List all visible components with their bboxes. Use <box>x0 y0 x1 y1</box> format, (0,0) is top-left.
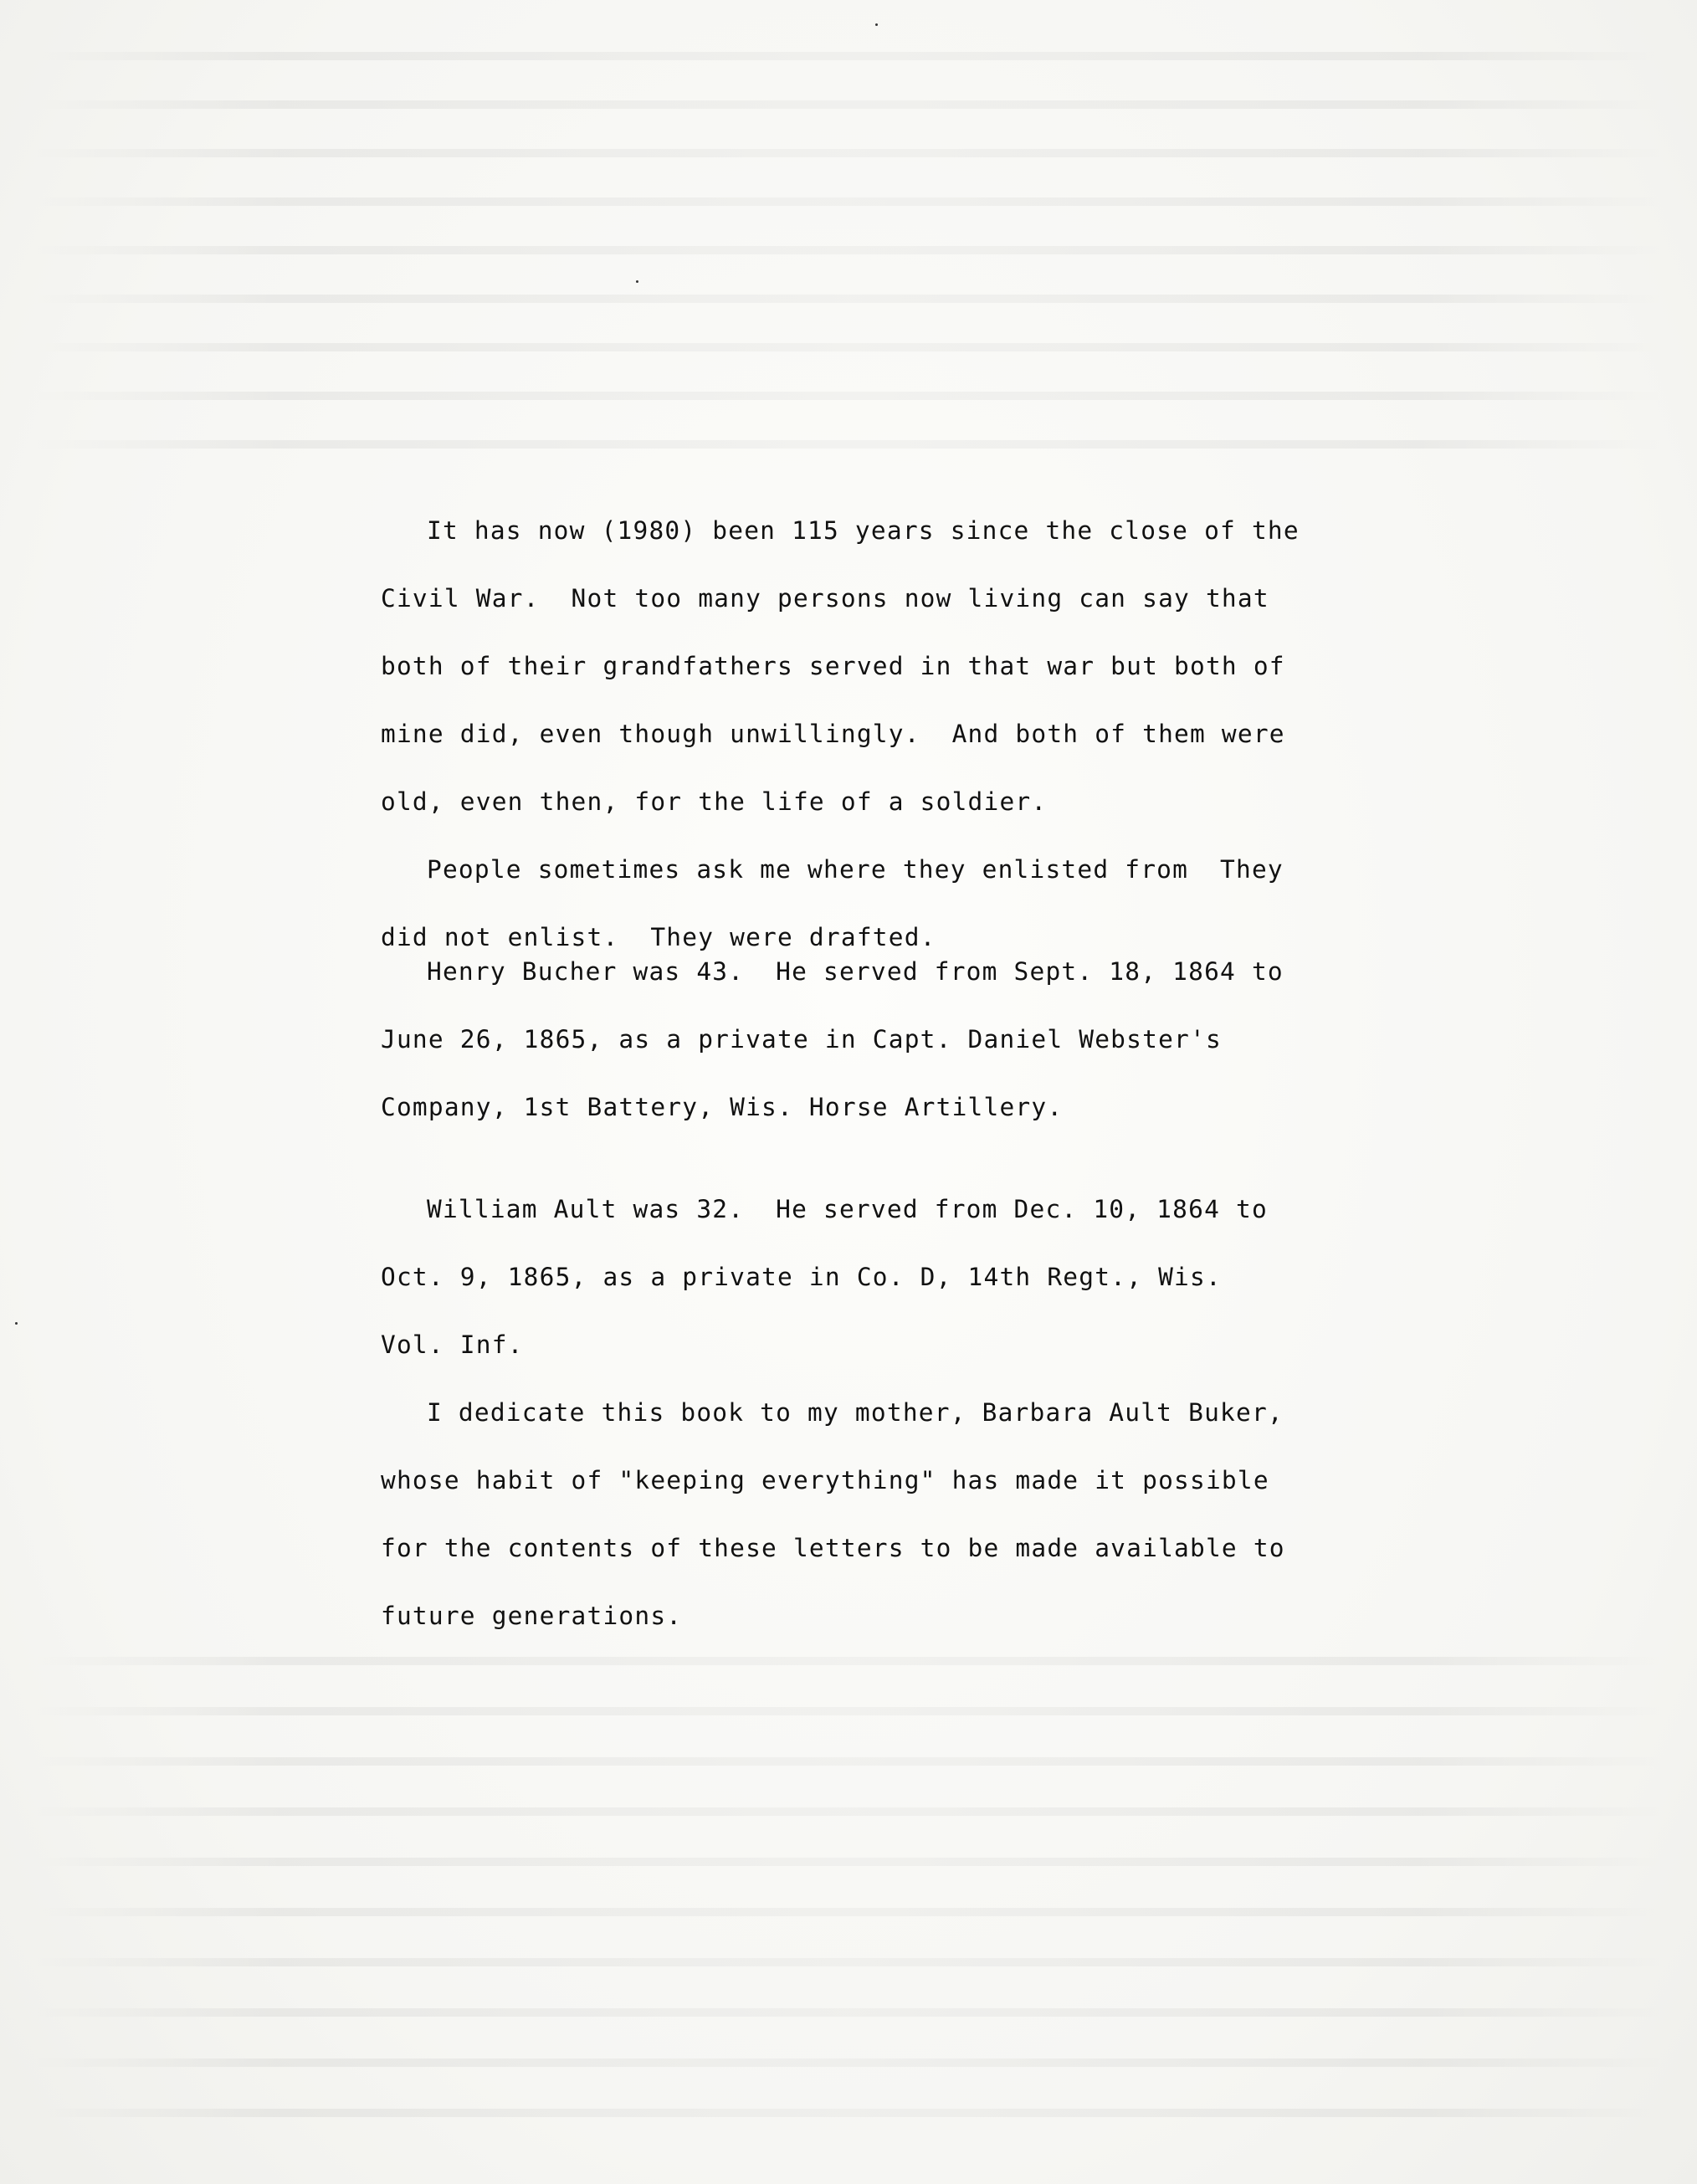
bleed-through-texture <box>33 295 1664 303</box>
text-line: Vol. Inf. <box>381 1330 524 1359</box>
text-line: did not enlist. They were drafted. <box>381 923 936 951</box>
dedication-paragraph <box>381 1379 1594 1650</box>
paper-speck <box>15 1322 18 1325</box>
text-line: Henry Bucher was 43. He served from Sept. 18, 1864 to <box>427 957 1284 986</box>
text-line: Oct. 9, 1865, as a private in Co. D, 14th Regt., Wis. <box>381 1263 1222 1291</box>
bleed-through-texture <box>33 52 1664 60</box>
bleed-through-texture <box>33 197 1664 206</box>
text-line: old, even then, for the life of a soldier. <box>381 787 1048 816</box>
paper-speck <box>636 280 638 283</box>
text-line: future generations. <box>381 1602 683 1630</box>
text-line: I dedicate this book to my mother, Barbara Ault Buker, <box>427 1398 1284 1427</box>
text-line: People sometimes ask me where they enlisted from They <box>427 855 1284 884</box>
bleed-through-texture <box>33 1958 1664 1966</box>
bleed-through-texture <box>33 1757 1664 1766</box>
text-line: Company, 1st Battery, Wis. Horse Artillery. <box>381 1093 1064 1121</box>
henry-bucher-paragraph <box>381 938 1594 1141</box>
bleed-through-texture <box>33 2058 1664 2067</box>
text-line: whose habit of "keeping everything" has made it possible <box>381 1466 1269 1494</box>
bleed-through-texture <box>33 246 1664 254</box>
text-line: June 26, 1865, as a private in Capt. Daniel Webster's <box>381 1025 1222 1054</box>
bleed-through-texture <box>33 100 1664 109</box>
text-line: William Ault was 32. He served from Dec. 10, 1864 to <box>427 1195 1268 1223</box>
bleed-through-texture <box>33 392 1664 400</box>
paper-speck <box>875 23 878 26</box>
text-line: both of their grandfathers served in that war but both of <box>381 652 1285 680</box>
bleed-through-texture <box>33 149 1664 157</box>
bleed-through-texture <box>33 2008 1664 2017</box>
text-line: It has now (1980) been 115 years since the close of the <box>427 516 1300 545</box>
text-line: for the contents of these letters to be made available to <box>381 1534 1285 1562</box>
bleed-through-texture <box>33 343 1664 351</box>
text-line: mine did, even though unwillingly. And both of them were <box>381 720 1285 748</box>
bleed-through-texture <box>33 2109 1664 2117</box>
bleed-through-texture <box>33 1657 1664 1665</box>
intro-paragraph <box>381 497 1594 836</box>
bleed-through-texture <box>33 1908 1664 1916</box>
text-line: Civil War. Not too many persons now living can say that <box>381 584 1269 613</box>
bleed-through-texture <box>33 440 1664 449</box>
bleed-through-texture <box>33 1858 1664 1866</box>
bleed-through-texture <box>33 1707 1664 1715</box>
william-ault-paragraph <box>381 1176 1594 1379</box>
bleed-through-texture <box>33 1807 1664 1816</box>
